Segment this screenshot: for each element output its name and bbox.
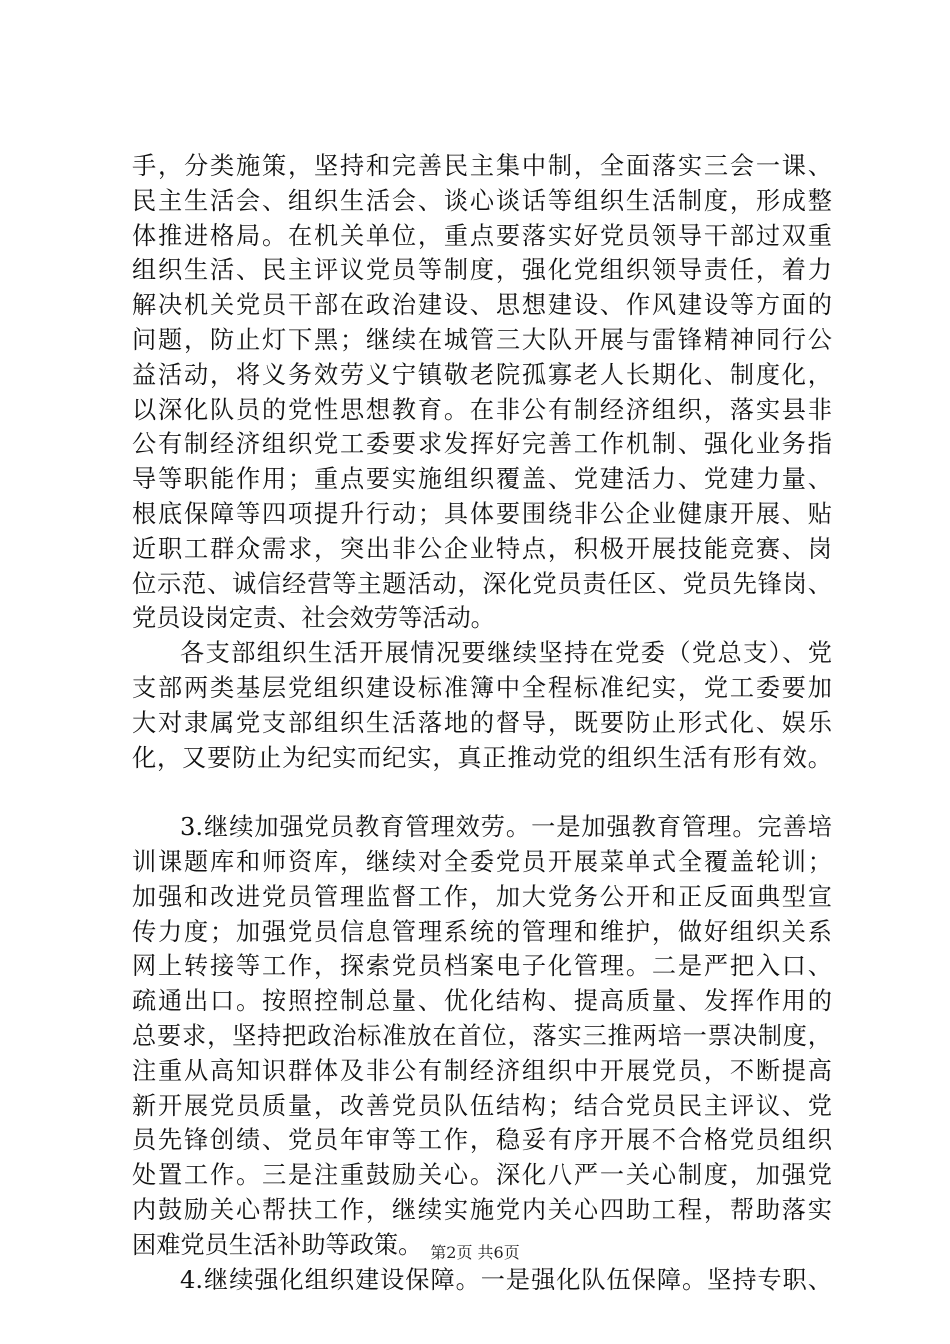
text-line: 手，分类施策，坚持和完善民主集中制，全面落实三会一课、 xyxy=(132,152,832,180)
text-line: 困难党员生活补助等政策。 xyxy=(132,1230,423,1259)
text-line: 位示范、诚信经营等主题活动，深化党员责任区、党员先锋岗、 xyxy=(132,569,832,598)
text-line: 体推进格局。在机关单位，重点要落实好党员领导干部过双重 xyxy=(132,221,832,250)
text-line: 总要求，坚持把政治标准放在首位，落实三推两培一票决制度， xyxy=(132,1021,832,1050)
page-number: 第2页 共6页 xyxy=(430,1243,520,1262)
text-line: 支部两类基层党组织建设标准簿中全程标准纪实，党工委要加 xyxy=(132,673,832,702)
text-line: 内鼓励关心帮扶工作，继续实施党内关心四助工程，帮助落实 xyxy=(132,1195,832,1224)
text-line: 大对隶属党支部组织生活落地的督导，既要防止形式化、娱乐 xyxy=(132,708,832,737)
section-4-heading-line: 4.继续强化组织建设保障。一是强化队伍保障。坚持专职、 xyxy=(180,1265,832,1294)
page-footer xyxy=(0,1243,950,1263)
text-line: 训课题库和师资库，继续对全委党员开展菜单式全覆盖轮训； xyxy=(132,847,832,876)
text-line: 根底保障等四项提升行动；具体要围绕非公企业健康开展、贴 xyxy=(132,499,832,528)
text-line: 传力度；加强党员信息管理系统的管理和维护，做好组织关系 xyxy=(132,917,832,946)
section-3-heading-line: 3.继续加强党员教育管理效劳。一是加强教育管理。完善培 xyxy=(180,813,832,842)
text-line: 党员设岗定责、社会效劳等活动。 xyxy=(132,604,495,633)
paragraph-first-line: 各支部组织生活开展情况要继续坚持在党委（党总支）、党 xyxy=(180,639,832,668)
text-line: 注重从高知识群体及非公有制经济组织中开展党员，不断提高 xyxy=(132,1056,832,1085)
text-line: 化，又要防止为纪实而纪实，真正推动党的组织生活有形有效。 xyxy=(132,743,832,772)
text-line: 导等职能作用；重点要实施组织覆盖、党建活力、党建力量、 xyxy=(132,465,832,494)
text-line: 解决机关党员干部在政治建设、思想建设、作风建设等方面的 xyxy=(132,291,832,320)
text-line: 网上转接等工作，探索党员档案电子化管理。二是严把入口、 xyxy=(132,952,832,981)
text-line: 益活动，将义务效劳义宁镇敬老院孤寡老人长期化、制度化， xyxy=(132,360,832,389)
text-line: 员先锋创绩、党员年审等工作，稳妥有序开展不合格党员组织 xyxy=(132,1126,832,1155)
text-line: 问题，防止灯下黑；继续在城管三大队开展与雷锋精神同行公 xyxy=(132,325,832,354)
text-line: 处置工作。三是注重鼓励关心。深化八严一关心制度，加强党 xyxy=(132,1161,832,1190)
document-body xyxy=(132,149,832,1297)
text-line: 疏通出口。按照控制总量、优化结构、提高质量、发挥作用的 xyxy=(132,987,832,1016)
text-line: 近职工群众需求，突出非公企业特点，积极开展技能竞赛、岗 xyxy=(132,534,832,563)
text-line: 以深化队员的党性思想教育。在非公有制经济组织，落实县非 xyxy=(132,395,832,424)
text-line: 组织生活、民主评议党员等制度，强化党组织领导责任，着力 xyxy=(132,256,832,285)
blank-line xyxy=(132,775,832,810)
text-line: 新开展党员质量，改善党员队伍结构；结合党员民主评议、党 xyxy=(132,1091,832,1120)
text-line: 加强和改进党员管理监督工作，加大党务公开和正反面典型宣 xyxy=(132,882,832,911)
text-line: 民主生活会、组织生活会、谈心谈话等组织生活制度，形成整 xyxy=(132,186,832,215)
text-line: 公有制经济组织党工委要求发挥好完善工作机制、强化业务指 xyxy=(132,430,832,459)
